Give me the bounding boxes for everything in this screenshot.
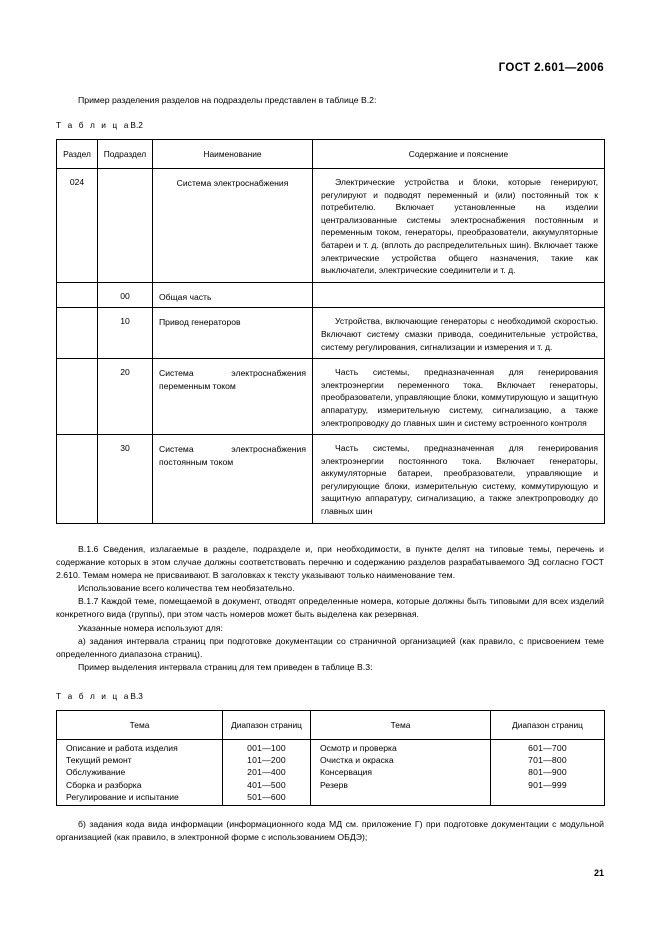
table-b2-cell-name — [153, 435, 313, 524]
list-item: Обслуживание — [66, 767, 126, 778]
table-b2-cell-name-text: Привод генераторов — [159, 317, 241, 328]
list-item: Консервация — [320, 767, 373, 778]
table-b3-header-row — [57, 711, 605, 740]
page-header-standard-number: ГОСТ 2.601—2006 — [498, 62, 604, 74]
table-b3-cell-themes-right — [311, 740, 491, 806]
table-b3-header-theme-left: Тема — [57, 711, 223, 740]
list-item: Текущий ремонт — [66, 755, 132, 765]
table-row — [57, 435, 605, 524]
page-number: 21 — [593, 868, 604, 878]
table-b2-cell-desc-text: Устройства, включающие генераторы с необходимой скоростью. Включают систему смазки привода, соединительные устройства, систему регулирования, сигнализации и измерения и т. д. — [321, 316, 598, 352]
table-b2-cell-podrazdel: 30 — [98, 435, 153, 524]
table-b2-cell-razdel — [57, 282, 98, 308]
table-b2-cell-desc — [313, 169, 605, 283]
table-b2-cell-razdel — [57, 308, 98, 359]
table-row — [57, 308, 605, 359]
table-b2-cell-podrazdel: 00 — [98, 282, 153, 308]
table-row — [57, 359, 605, 435]
table-b2-cell-desc — [313, 435, 605, 524]
list-item: Регулирование и испытание — [66, 792, 179, 803]
table-b2-cell-razdel — [57, 435, 98, 524]
table-b2-cell-name-text: Система электроснабжения переменным током — [159, 368, 306, 391]
paragraph-optional-themes: Использование всего количества тем необязательно. — [78, 583, 295, 594]
table-b3-cell-ranges-left — [223, 740, 311, 806]
table-b3-header-theme-right: Тема — [311, 711, 491, 740]
list-item: Сборка и разборка — [66, 779, 142, 790]
list-item: 801—900 — [528, 767, 567, 778]
table-b2-header-podrazdel: Подраздел — [98, 140, 153, 169]
table-b2-cell-razdel — [57, 359, 98, 435]
table-b2-header-name: Наименование — [153, 140, 313, 169]
table-b2-cell-name — [153, 359, 313, 435]
table-b3-cell-ranges-right — [491, 740, 605, 806]
table-row — [57, 169, 605, 283]
table-b2-caption-label: Т а б л и ц а — [56, 120, 131, 130]
table-b2-cell-name — [153, 282, 313, 308]
table-b2-cell-name-text: Система электроснабжения постоянным током — [159, 444, 306, 467]
paragraph-b17: В.1.7 Каждой теме, помещаемой в документ, отводят определенные номера, которые должны быть типовыми для всех изделий конкретного вида (группы), при этом часть номеров может быть выделена как резервная. — [56, 596, 604, 620]
table-b3-ranges-right-list — [491, 742, 604, 792]
table-b3-caption — [56, 691, 143, 701]
table-b2-caption — [56, 120, 143, 130]
table-b3-themes-left-list — [66, 742, 222, 804]
table-b3-caption-label: Т а б л и ц а — [56, 691, 131, 701]
table-row — [57, 740, 605, 806]
list-item: 401—500 — [247, 779, 286, 790]
table-b2-cell-podrazdel: 20 — [98, 359, 153, 435]
table-b3-caption-number: В.3 — [130, 691, 143, 701]
intro-paragraph: Пример разделения разделов на подразделы представлен в таблице В.2: — [78, 95, 377, 105]
table-b3-header-range-left: Диапазон страниц — [223, 711, 311, 740]
table-b2-caption-number: В.2 — [130, 120, 143, 130]
list-item: 001—100 — [247, 742, 286, 753]
list-item: Очистка и окраска — [320, 755, 394, 765]
body-text-block-lower — [56, 818, 604, 844]
table-b2-header-row — [57, 140, 605, 169]
table-b3-themes-right-list — [320, 742, 490, 792]
list-item: Описание и работа изделия — [66, 742, 178, 753]
body-text-block-upper — [56, 543, 604, 674]
list-item: 601—700 — [528, 742, 567, 753]
list-item: Резерв — [320, 779, 348, 790]
table-b2-cell-name — [153, 308, 313, 359]
table-b2-cell-name-text: Система электроснабжения — [176, 178, 289, 188]
table-b2-cell-podrazdel: 10 — [98, 308, 153, 359]
table-b2-header-desc: Содержание и пояснение — [313, 140, 605, 169]
list-item: 201—400 — [247, 767, 286, 778]
list-item: 101—200 — [247, 755, 286, 765]
list-item: 501—600 — [247, 792, 286, 803]
table-b2-cell-name-text: Общая часть — [159, 291, 212, 302]
table-b3 — [56, 710, 605, 806]
table-b3-header-range-right: Диапазон страниц — [491, 711, 605, 740]
paragraph-b16: В.1.6 Сведения, излагаемые в разделе, подразделе и, при необходимости, в пункте делят на типовые темы, перечень и содержание которых в этом случае должны соответствовать перечню и содержанию разделов разрабатываемого ЭД согласно ГОСТ 2.610. Темам номера не присваивают. В заголовках к тексту указывают только наименование тем. — [56, 544, 604, 581]
table-b2-cell-podrazdel — [98, 169, 153, 283]
table-b2-cell-name — [153, 169, 313, 283]
table-b3-cell-themes-left — [57, 740, 223, 806]
paragraph-item-b: б) задания кода вида информации (информационного кода МД см. приложение Г) при подготовке документации с модульной организацией (как правило, в электронной форме с использованием ОБДЭ); — [56, 819, 604, 843]
table-b2-cell-desc — [313, 308, 605, 359]
table-b2 — [56, 139, 605, 524]
table-b2-cell-desc-text: Электрические устройства и блоки, которые генерируют, регулируют и подводят переменный и (или) постоянный ток к потребителю. Включает установленные на изделии централизованные системы электроснабжения постоянным и переменным током, генераторы, преобразователи, аккумуляторные батареи и т. д. (вплоть до распределительных шин). Включает также электрические устройства общего назначения, такие как выключатели, электрические соединители и т. д. — [321, 177, 598, 276]
paragraph-example-b3: Пример выделения интервала страниц для тем приведен в таблице В.3: — [78, 661, 373, 672]
table-b2-header-razdel: Раздел — [57, 140, 98, 169]
table-b2-cell-desc-text: Часть системы, предназначенная для генерирования электроэнергии постоянного тока. Включает генераторы, аккумуляторные батареи, преобразователи, управляющие и регулирующие блоки, измерительную систему, коммутирующую и защитную аппаратуру, сигнализацию, а также электропроводку до главных шин — [321, 443, 598, 517]
list-item: Осмотр и проверка — [320, 742, 397, 753]
table-b2-cell-razdel: 024 — [57, 169, 98, 283]
table-b2-cell-desc — [313, 282, 605, 308]
table-row — [57, 282, 605, 308]
table-b2-cell-desc — [313, 359, 605, 435]
paragraph-usage: Указанные номера используют для: — [78, 622, 223, 633]
table-b2-cell-desc-text: Часть системы, предназначенная для генерирования электроэнергии переменного тока. Включает генераторы, преобразователи, управляющие блоки, коммутирующую и защитную аппаратуру, измерительную систему, сигнализацию, а также электропроводку до главных шин и систему встроенного контроля — [321, 367, 598, 428]
table-b3-ranges-left-list — [223, 742, 310, 804]
list-item: 901—999 — [528, 779, 567, 790]
paragraph-item-a: а) задания интервала страниц при подготовке документации со страничной организацией (как правило, с присвоением теме определенного диапазона страниц). — [56, 635, 604, 659]
list-item: 701—800 — [528, 755, 567, 765]
